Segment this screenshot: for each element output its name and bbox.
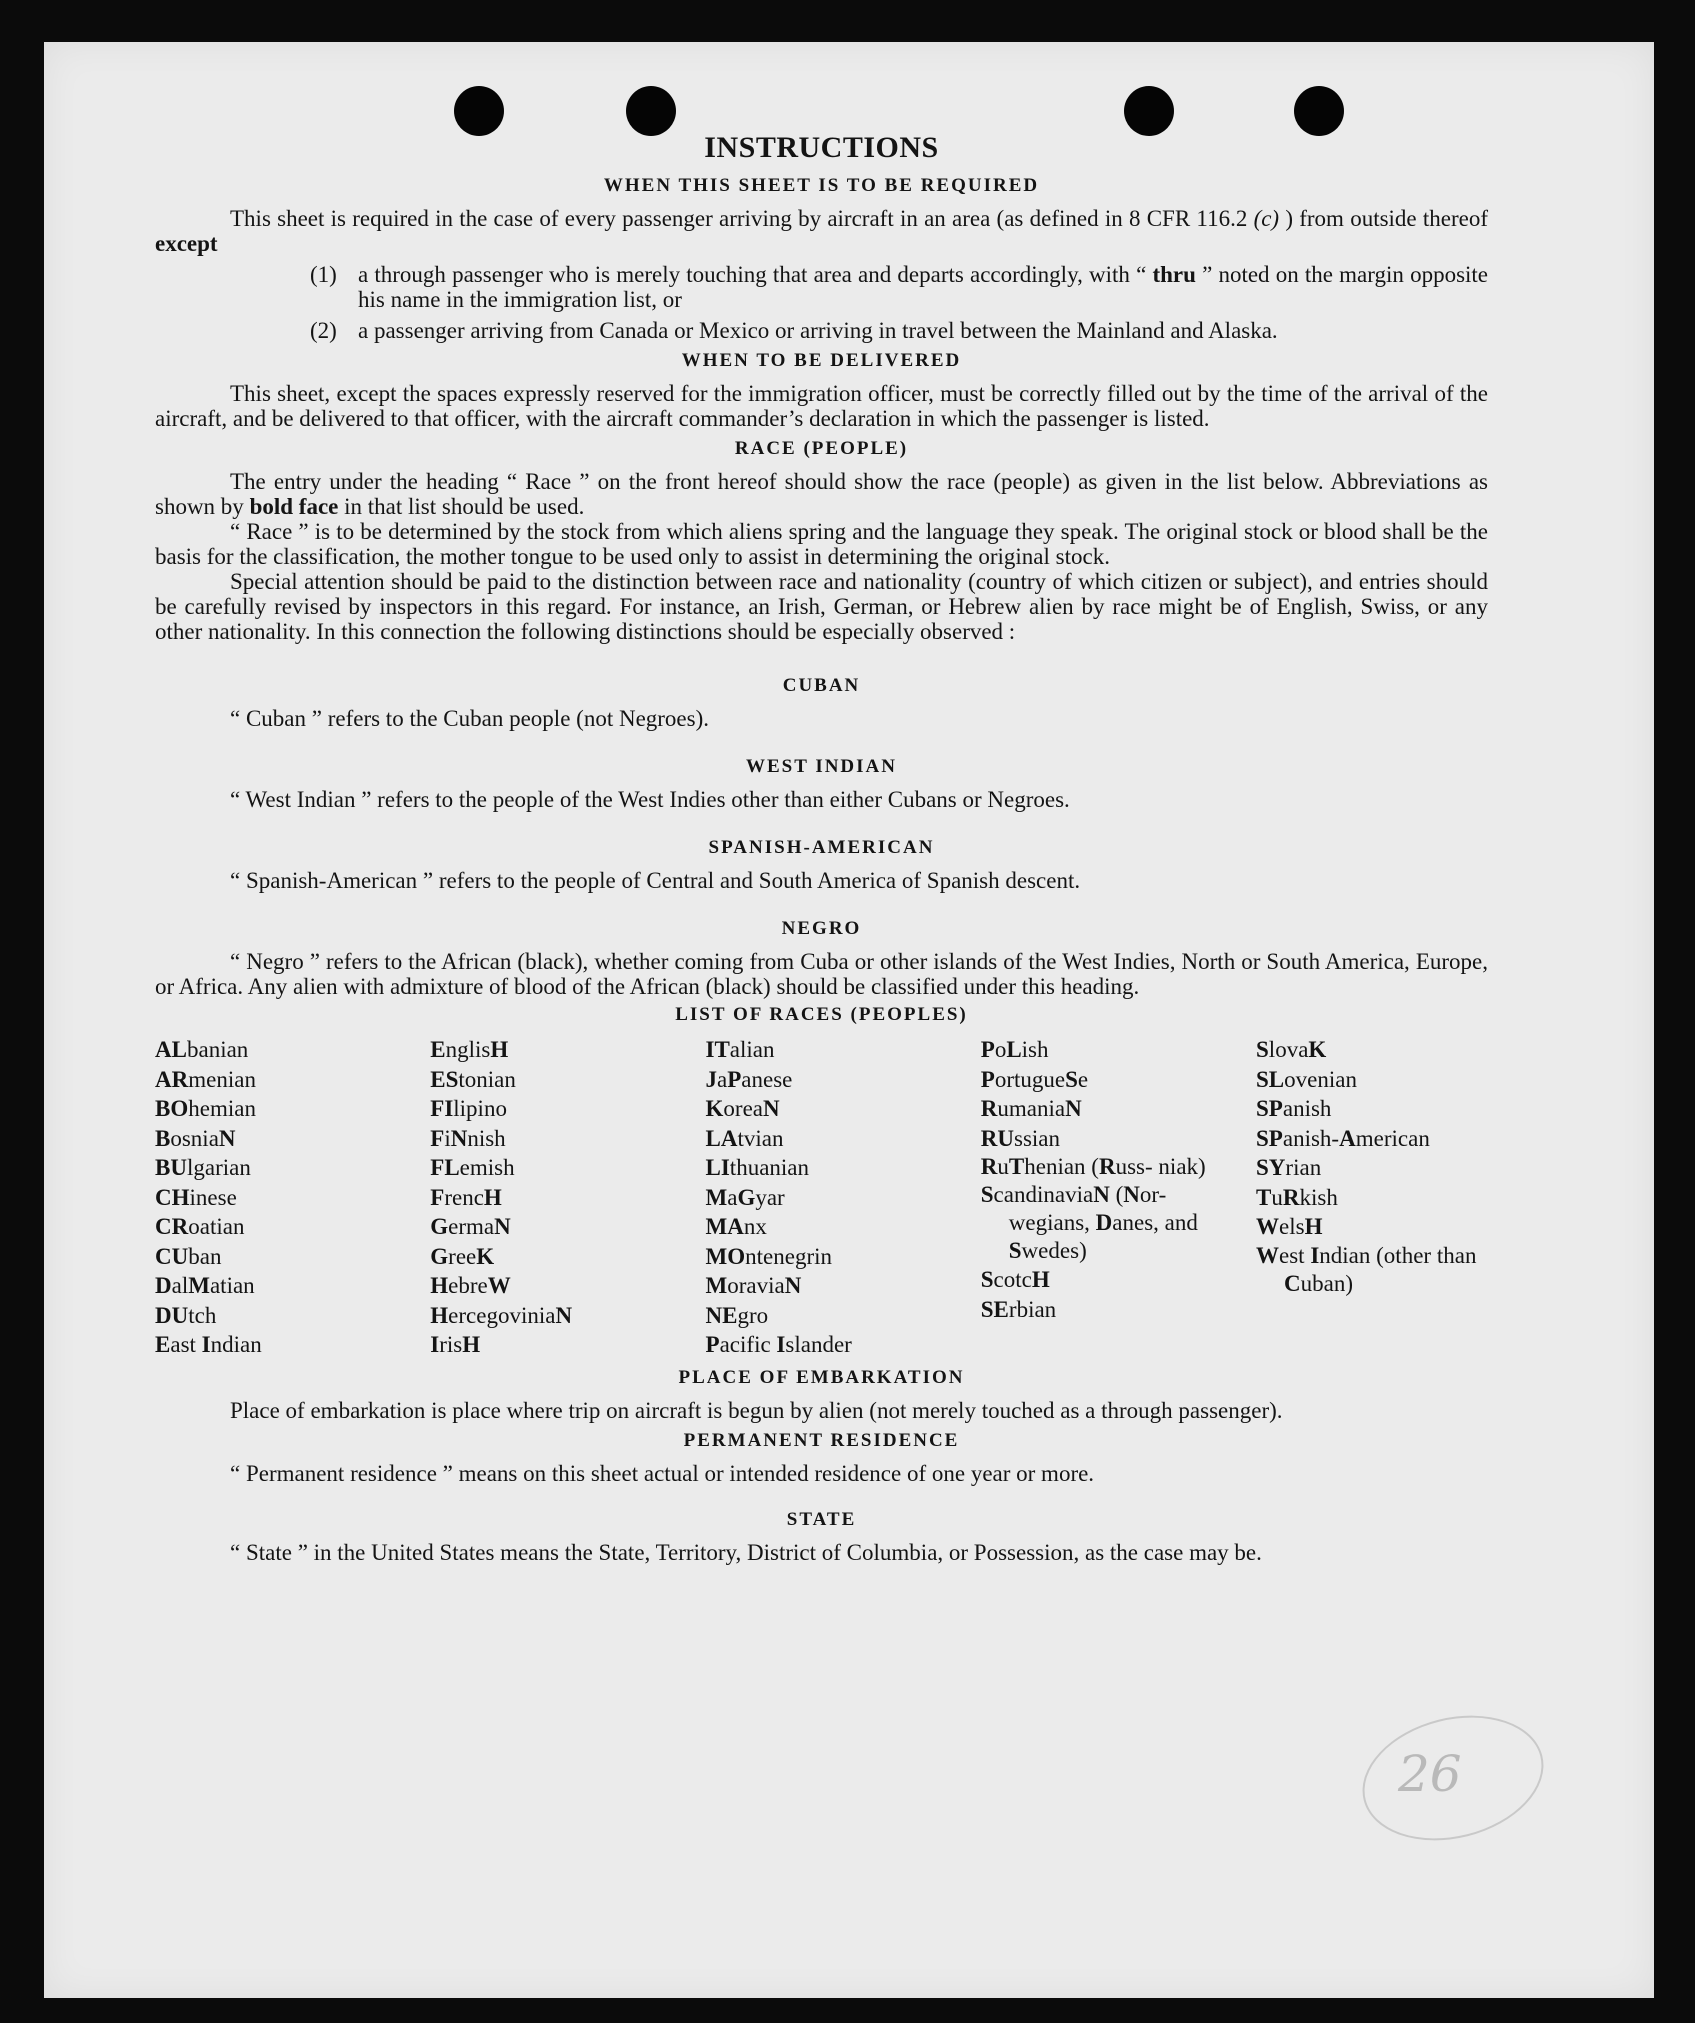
exception-number: (1): [310, 262, 337, 287]
race-paragraph-2: “ Race ” is to be determined by the stock from which aliens spring and the language they speak. The original stock or blood shall be the basis for the classification, the mother tongue to be used only to assist in determining the original stock.: [155, 519, 1488, 569]
exception-text-bold: thru: [1152, 262, 1196, 287]
race-entry: SlovaK: [1256, 1037, 1327, 1062]
race-entry: HercegoviniaN: [430, 1302, 573, 1328]
exception-number: (2): [310, 318, 337, 343]
race-entry: LAtvian: [705, 1125, 784, 1151]
race-entry: IrisH: [430, 1332, 481, 1357]
race-entry: FrencH: [430, 1184, 502, 1210]
race-entry: TuRkish: [1256, 1184, 1338, 1210]
race-entry: NEgro: [705, 1302, 769, 1328]
section-heading-residence: PERMANENT RESIDENCE: [683, 1429, 960, 1451]
delivered-text: This sheet, except the spaces expressly reserved for the immigration officer, must be correctly filled out by the time of the arrival of the aircraft, and be delivered to that officer, with the aircraft commander’s declaration in which the passenger is listed.: [155, 381, 1488, 431]
race-entry: SPanish-American: [1256, 1125, 1430, 1151]
race-entry: Pacific Islander: [705, 1332, 852, 1357]
races-column: [1256, 1035, 1488, 1360]
races-column: [155, 1035, 387, 1360]
race-entry: ARmenian: [155, 1066, 256, 1092]
races-list-heading: LIST OF RACES (PEOPLES): [675, 1004, 968, 1025]
race-entry: SPanish: [1256, 1096, 1332, 1121]
section-heading-embarkation: PLACE OF EMBARKATION: [678, 1366, 965, 1388]
required-intro-bold: except: [155, 231, 218, 256]
cuban-text: “ Cuban ” refers to the Cuban people (not Negroes).: [230, 706, 710, 731]
race-entry: DalMatian: [155, 1273, 255, 1298]
race-entry: West Indian (other than Cuban): [1256, 1242, 1477, 1296]
race-entry: JaPanese: [705, 1066, 793, 1092]
race-entry: BOhemian: [155, 1096, 256, 1121]
punch-hole: [1124, 86, 1174, 136]
punch-hole: [626, 86, 676, 136]
race-entry: ScotcH: [980, 1267, 1050, 1292]
section-heading-delivered: WHEN TO BE DELIVERED: [681, 350, 962, 371]
race-entry: PortugueSe: [980, 1066, 1089, 1092]
state-text: “ State ” in the United States means the State, Territory, District of Columbia, or Possession, as the case may be.: [230, 1539, 1262, 1565]
section-heading-required: WHEN THIS SHEET IS TO BE REQUIRED: [603, 175, 1040, 196]
race-entry: FIlipino: [430, 1096, 507, 1121]
race-entry: MaGyar: [705, 1184, 785, 1210]
exception-text-prefix: a through passenger who is merely touching that area and departs accordingly, with “: [358, 262, 1153, 287]
instructions-document: [155, 130, 1488, 1565]
residence-text: “ Permanent residence ” means on this sheet actual or intended residence of one year or more.: [230, 1460, 1095, 1486]
race-entry: SYrian: [1256, 1155, 1322, 1180]
exception-item: [155, 318, 1488, 343]
punch-hole: [454, 86, 504, 136]
race-p1-text: The entry under the heading “ Race ” on the front hereof should show the race (people) as given in the list below. Abbreviations as shown by: [155, 469, 1488, 519]
required-intro-italic: (c): [1253, 206, 1280, 231]
race-entry: EStonian: [430, 1066, 516, 1092]
race-entry: LIthuanian: [705, 1155, 810, 1180]
races-column: [706, 1035, 938, 1360]
race-entry: SErbian: [980, 1296, 1057, 1322]
race-entry: PoLish: [980, 1037, 1049, 1062]
race-entry: RUssian: [980, 1125, 1061, 1151]
race-entry: FLemish: [430, 1155, 515, 1180]
race-entry: ALbanian: [155, 1037, 249, 1062]
embarkation-text: Place of embarkation is place where trip on aircraft is begun by alien (not merely touched as a through passenger).: [230, 1397, 1283, 1423]
race-entry: ScandinaviaN (Nor- wegians, Danes, and Swedes): [980, 1182, 1198, 1263]
exception-item: [155, 262, 1488, 312]
race-p1-bold: bold face: [249, 494, 339, 519]
race-entry: EnglisH: [430, 1037, 509, 1062]
exception-text: a passenger arriving from Canada or Mexico or arriving in travel between the Mainland and Alaska.: [358, 318, 1278, 343]
west-indian-text: “ West Indian ” refers to the people of the West Indies other than either Cubans or Negroes.: [230, 787, 1070, 812]
race-entry: MOntenegrin: [705, 1243, 832, 1269]
section-heading-spanish-american: SPANISH-AMERICAN: [708, 837, 935, 858]
section-heading-negro: NEGRO: [781, 918, 862, 939]
race-entry: WelsH: [1256, 1214, 1323, 1239]
spanish-american-text: “ Spanish-American ” refers to the people of Central and South America of Spanish descent.: [230, 868, 1081, 893]
race-entry: CUban: [155, 1243, 222, 1269]
race-entry: GreeK: [430, 1243, 495, 1269]
race-entry: CRoatian: [155, 1214, 245, 1239]
pencil-number-mark: 26: [1398, 1745, 1462, 1803]
race-entry: MAnx: [705, 1214, 767, 1239]
race-entry: RuThenian (Russ- niak): [980, 1154, 1206, 1179]
exception-text: [358, 262, 1488, 312]
section-heading-state: STATE: [786, 1508, 857, 1530]
race-entry: BUlgarian: [155, 1155, 251, 1180]
page-title: INSTRUCTIONS: [704, 131, 939, 164]
punch-hole: [1294, 86, 1344, 136]
section-heading-race: RACE (PEOPLE): [734, 438, 909, 459]
race-entry: FiNnish: [430, 1125, 506, 1151]
required-intro: [155, 206, 1488, 256]
exception-text-suffix: ” noted on the margin opposite his name in the immigration list, or: [358, 262, 1489, 312]
race-entry: RumaniaN: [980, 1096, 1082, 1121]
races-column: [430, 1035, 662, 1360]
race-entry: DUtch: [155, 1302, 217, 1328]
race-entry: ITalian: [705, 1037, 775, 1062]
race-entry: East Indian: [155, 1332, 262, 1357]
race-entry: MoraviaN: [705, 1273, 802, 1298]
races-column: [981, 1035, 1213, 1360]
race-entry: CHinese: [155, 1184, 237, 1210]
race-paragraph-1: [155, 469, 1488, 519]
races-list: [155, 1035, 1488, 1360]
race-p1-suffix: in that list should be used.: [338, 494, 585, 519]
negro-text: “ Negro ” refers to the African (black), whether coming from Cuba or other islands of the West Indies, North or South America, Europe, or Africa. Any alien with admixture of blood of the African (black) should be classified under this heading.: [155, 949, 1488, 999]
race-entry: BosniaN: [155, 1125, 236, 1151]
section-heading-west-indian: WEST INDIAN: [746, 756, 897, 777]
race-entry: HebreW: [430, 1273, 511, 1298]
race-entry: SLovenian: [1256, 1066, 1357, 1092]
race-paragraph-3: Special attention should be paid to the distinction between race and nationality (country of which citizen or subject), and entries should be carefully revised by inspectors in this regard. For instance, an Irish, German, or Hebrew alien by race might be of English, Swiss, or any other nationality. In this connection the following distinctions should be especially observed :: [155, 569, 1488, 644]
required-intro-text: This sheet is required in the case of every passenger arriving by aircraft in an area (as defined in 8 CFR 116.2: [230, 206, 1254, 231]
race-entry: GermaN: [430, 1214, 511, 1239]
section-heading-cuban: CUBAN: [782, 675, 861, 696]
race-entry: KoreaN: [705, 1096, 780, 1121]
required-intro-middle: ) from outside thereof: [1279, 206, 1488, 231]
